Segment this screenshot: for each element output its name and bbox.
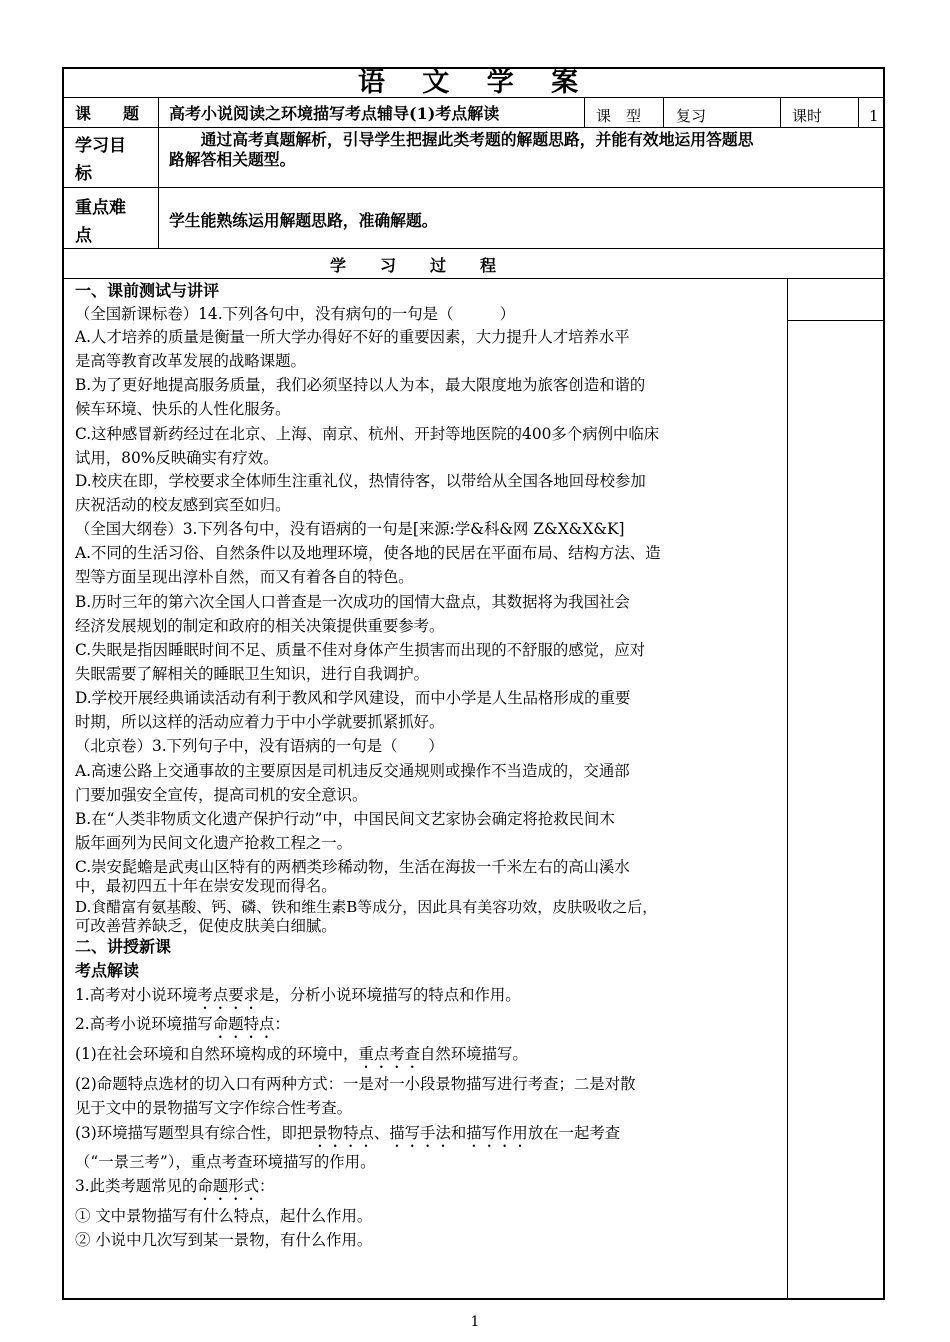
- q1-option-b: B.为了更好地提高服务质量，我们必须坚持以人为本，最大限度地为旅客创造和谐的: [75, 376, 646, 394]
- col-divider: [780, 97, 781, 128]
- row-divider: [62, 248, 885, 249]
- emphasis-text: 考点要求: [197, 986, 259, 1004]
- q1-option-c: C.这种感冒新药经过在北京、上海、南京、杭州、开封等地医院的400多个病例中临床: [75, 425, 660, 443]
- type-value: 复习: [676, 107, 707, 125]
- q2-option-b: B.历时三年的第六次全国人口普查是一次成功的国情大盘点，其数据将为我国社会: [75, 593, 630, 611]
- hours-label: 课时: [792, 107, 823, 125]
- q3-option-a-cont: 门要加强安全宣传，提高司机的安全意识。: [75, 786, 368, 804]
- q1-option-d-cont: 庆祝活动的校友感到宾至如归。: [75, 496, 291, 514]
- q3-option-b: B.在“人类非物质文化遗产保护行动”中，中国民间文艺家协会确定将抢救民间木: [75, 810, 615, 828]
- key-text: 学生能熟练运用解题思路，准确解题。: [169, 211, 438, 230]
- point-2: 2.高考小说环境描写命题特点：: [75, 1015, 290, 1033]
- col-divider: [584, 97, 585, 128]
- goal-label-cont: 标: [75, 164, 92, 184]
- topic-label: 课 题: [75, 104, 140, 123]
- row-divider: [62, 127, 885, 128]
- emphasis-text: 描写作用: [466, 1124, 528, 1142]
- q3-option-d-cont: 可改善营养缺乏，促使皮肤美白细腻。: [75, 917, 337, 935]
- q3-option-c-cont: 中，最初四五十年在崇安发现而得名。: [75, 877, 337, 895]
- topic-value: 高考小说阅读之环境描写考点辅导(1)考点解读: [169, 104, 500, 123]
- emphasis-text: 命题形式: [197, 1177, 259, 1195]
- q2-option-a-cont: 型等方面呈现出淳朴自然，而又有着各自的特色。: [75, 568, 414, 586]
- table-border-left: [62, 67, 64, 1300]
- section1-heading: 一、课前测试与讲评: [75, 281, 220, 300]
- q1-option-c-cont: 试用，80%反映确实有疗效。: [75, 449, 279, 467]
- key-label-cont: 点: [75, 226, 92, 246]
- point-3-item-1: ① 文中景物描写有什么特点，起什么作用。: [75, 1207, 373, 1225]
- table-border-right: [883, 67, 885, 1300]
- point-2-1: (1)在社会环境和自然环境构成的环境中，重点考查自然环境描写。: [75, 1045, 528, 1063]
- key-label: 重点难: [75, 198, 126, 218]
- q2-option-d: D.学校开展经典诵读活动有利于教风和学风建设，而中小学是人生品格形成的重要: [75, 689, 631, 707]
- goal-text-cont: 路解答相关题型。: [169, 150, 296, 169]
- q2-option-c-cont: 失眠需要了解相关的睡眠卫生知识，进行自我调护。: [75, 665, 429, 683]
- page-number: 1: [470, 1314, 480, 1330]
- row-divider: [62, 278, 885, 279]
- q3-option-b-cont: 版年画列为民间文化遗产抢救工程之一。: [75, 834, 353, 852]
- table-border-bottom: [62, 1298, 885, 1300]
- document-title: 语 文 学 案: [357, 67, 593, 98]
- row-divider: [62, 187, 885, 188]
- q3-option-a: A.高速公路上交通事故的主要原因是司机违反交通规则或操作不当造成的，交通部: [75, 762, 630, 780]
- hours-value: 1: [869, 107, 879, 125]
- col-divider: [158, 97, 159, 248]
- section2-heading: 二、讲授新课: [75, 937, 172, 956]
- q3-stem: （北京卷）3.下列句子中，没有语病的一句是（ ）: [75, 737, 444, 755]
- point-3-item-2: ② 小说中几次写到某一景物，有什么作用。: [75, 1231, 373, 1249]
- type-label: 课 型: [596, 107, 642, 125]
- emphasis-text: 景物特点: [312, 1124, 374, 1142]
- goal-label: 学习目: [75, 136, 126, 156]
- point-1: 1.高考对小说环境考点要求是，分析小说环境描写的特点和作用。: [75, 986, 521, 1004]
- goal-text: 通过高考真题解析，引导学生把握此类考题的解题思路，并能有效地运用答题思: [169, 130, 754, 149]
- section2-subheading: 考点解读: [75, 961, 140, 980]
- point-2-2: (2)命题特点选材的切入口有两种方式：一是对一小段景物描写进行考查；二是对散: [75, 1075, 636, 1093]
- emphasis-text: 描写手法: [389, 1124, 451, 1142]
- point-2-2-cont: 见于文中的景物描写文字作综合性考查。: [75, 1099, 353, 1117]
- col-divider: [858, 97, 859, 128]
- q1-option-a-cont: 是高等教育改革发展的战略课题。: [75, 352, 306, 370]
- emphasis-text: 重点考查: [358, 1045, 421, 1063]
- q1-option-b-cont: 候车环境、快乐的人性化服务。: [75, 400, 291, 418]
- q3-option-c: C.崇安髭蟾是武夷山区特有的两栖类珍稀动物，生活在海拔一千米左右的高山溪水: [75, 858, 630, 876]
- notes-column-divider: [787, 278, 788, 1299]
- q2-option-b-cont: 经济发展规划的制定和政府的相关决策提供重要参考。: [75, 617, 445, 635]
- q2-option-d-cont: 时期，所以这样的活动应着力于中小学就要抓紧抓好。: [75, 713, 445, 731]
- point-2-3-cont: （“一景三考”），重点考查环境描写的作用。: [75, 1153, 376, 1171]
- point-3: 3.此类考题常见的命题形式：: [75, 1177, 275, 1195]
- q2-stem: （全国大纲卷）3.下列各句中，没有语病的一句是[来源:学&科&网 Z&X&X&K]: [75, 520, 625, 538]
- q1-stem: （全国新课标卷）14.下列各句中，没有病句的一句是（ ）: [75, 305, 516, 323]
- q1-option-a: A.人才培养的质量是衡量一所大学办得好不好的重要因素，大力提升人才培养水平: [75, 328, 630, 346]
- q1-option-d: D.校庆在即，学校要求全体师生注重礼仪，热情待客，以带给从全国各地回母校参加: [75, 472, 646, 490]
- col-divider: [663, 97, 664, 128]
- process-title: 学习过程: [330, 256, 531, 275]
- q3-option-d: D.食醋富有氨基酸、钙、磷、铁和维生素B等成分，因此具有美容功效，皮肤吸收之后，: [75, 898, 658, 916]
- notes-column-row-line: [787, 320, 884, 321]
- q2-option-a: A.不同的生活习俗、自然条件以及地理环境，使各地的民居在平面布局、结构方法、造: [75, 544, 661, 562]
- emphasis-text: 命题特点: [212, 1015, 275, 1033]
- q2-option-c: C.失眠是指因睡眠时间不足、质量不佳对身体产生损害而出现的不舒服的感觉，应对: [75, 641, 646, 659]
- point-2-3: (3)环境描写题型具有综合性，即把景物特点、描写手法和描写作用放在一起考查: [75, 1124, 621, 1142]
